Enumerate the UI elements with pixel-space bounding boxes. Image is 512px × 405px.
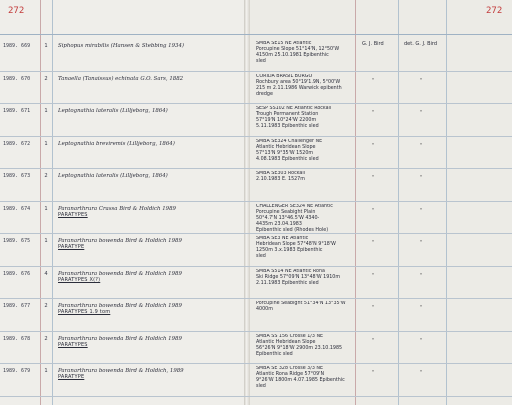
ditto-mark: " [420,78,423,84]
specimen-count: 1 [44,141,48,147]
ditto-mark: " [420,143,423,149]
locality-line: 50°4.7'N 13°46.5'W 4340- [256,216,320,221]
species-name: Paranarthrura Crassa Bird & Holdich 1989 PARATYPES [58,206,176,219]
row-rule [0,363,512,364]
right-page-number: 272 [486,6,503,16]
row-rule [0,168,512,169]
species-name: Siphopus mirabilis (Hansen & Stebbing 1934) [58,43,184,49]
ditto-mark: " [372,338,375,344]
locality-line: sled [256,59,266,64]
column-rule [40,0,41,405]
ditto-mark: " [420,305,423,311]
specimen-count: 2 [44,76,48,82]
locality-line: SMBA SE15 NE Atlantic [256,41,312,46]
specimen-count: 2 [44,303,48,309]
book-gutter [244,0,250,405]
locality-record [256,106,354,130]
ditto-mark: " [420,240,423,246]
locality-line: 57°13'N 9°35'W 1520m [256,151,314,156]
row-rule [0,136,512,137]
species-name: Paranarthrura bowenda Bird & Holdich 1989 PARATYPES X(?) [58,271,182,284]
locality-line: 215 m 2.11.1986 Warwick epibenth [256,86,342,91]
specimen-count: 1 [44,206,48,212]
locality-line: sled [256,384,266,389]
ditto-mark: " [372,208,375,214]
locality-line: Atlantic Hebridean Slope [256,145,316,150]
locality-line: 4000m [256,307,273,312]
species-name: Paranarthrura bowenda Bird & Holdich 1989 PARATYPES 1.9 tom [58,303,182,316]
ditto-mark: " [420,175,423,181]
locality-line: 5.11.1983 Epibenthic sled [256,124,319,129]
locality-line: Rochbury area 50°19'1.9N, 5°00'W [256,80,341,85]
specimen-count: 1 [44,368,48,374]
specimen-count: 1 [44,43,48,49]
column-rule [355,0,356,405]
left-page-number: 272 [8,6,25,16]
row-rule [0,298,512,299]
type-status: PARATYPE [58,374,85,381]
registration-number: 1989. 671 [3,108,31,114]
species-name: Paranarthrura bowenda Bird & Holdich 1989 PARATYPES [58,336,182,349]
locality-line: Porcupine Seabight 51°34'N 13°35'W [256,301,346,306]
locality-line: SMBA SS 156 Crosse 1/3 NE [256,334,324,339]
species-name: Paranarthrura bowenda Bird & Holdich 1989 PARATYPE [58,238,182,251]
registration-number: 1989. 669 [3,43,31,49]
ditto-mark: " [372,240,375,246]
registration-number: 1989. 675 [3,238,31,244]
locality-line: Porcupine Seabight Plain [256,210,316,215]
locality-record [256,236,354,260]
registration-number: 1989. 678 [3,336,31,342]
column-rule [398,0,399,405]
ditto-mark: " [420,338,423,344]
locality-line: 57°19'N 10°24'W 2200m [256,118,317,123]
registration-number: 1989. 672 [3,141,31,147]
locality-record [256,366,354,390]
row-rule [0,331,512,332]
locality-record [256,334,354,358]
ditto-mark: " [372,175,375,181]
locality-line: Ski Ridge 57°09'N 13°48'W 1910m [256,275,341,280]
species-name: Paranarthrura bowenda Bird & Holdich, 1989 PARATYPE [58,368,184,381]
locality-record [256,171,354,183]
column-rule [52,0,53,405]
locality-record [256,139,354,163]
registration-number: 1989. 676 [3,271,31,277]
determiner-header: G. J. Bird [362,41,384,47]
registration-number: 1989. 677 [3,303,31,309]
registration-number: 1989. 674 [3,206,31,212]
species-name: Leptognathia lateralis (Lilljeborg, 1864) [58,173,168,179]
specimen-count: 2 [44,336,48,342]
type-status: PARATYPES 1.9 tom [58,309,111,316]
locality-line: CORIDA BRASIL BURGO [256,74,313,79]
locality-line: 2.10.1983 E. 1527m [256,177,305,182]
locality-record [256,41,354,65]
locality-record [256,301,354,313]
row-rule [0,103,512,104]
type-status: PARATYPES [58,342,88,349]
registration-number: 1989. 679 [3,368,31,374]
locality-line: Epibenthic sled (Rhodes Hole) [256,228,329,233]
ditto-mark: " [372,273,375,279]
row-rule [0,71,512,72]
locality-line: CHALLENGER SE324 NE Atlantic [256,204,333,209]
header-rule [0,34,512,35]
specimen-count: 1 [44,238,48,244]
locality-line: 56°26'N 9°18'W 2900m 23.10.1985 [256,346,343,351]
species-name: Tanaella (Tanaissus) echinata G.O. Sars, 1882 [58,76,184,82]
ditto-mark: " [420,110,423,116]
row-rule [0,201,512,202]
registration-number: 1989. 670 [3,76,31,82]
locality-line: Atlantic Rona Ridge 57°09'N [256,372,325,377]
ditto-mark: " [420,273,423,279]
locality-line: Trough Permanent Station [256,112,319,117]
locality-line: SMBA SE3 NE Atlantic [256,236,309,241]
row-rule [0,266,512,267]
specimen-count: 2 [44,173,48,179]
locality-line: SMBA SE303 Rockall [256,171,306,176]
column-rule [446,0,447,405]
rep-header: det. G. J. Bird [404,41,438,47]
specimen-count: 1 [44,108,48,114]
species-name: Leptognathia lateralis (Lilljeborg, 1864) [58,108,168,114]
species-name: Leptognathia breviremis (Lilljeborg, 1864) [58,141,175,147]
ditto-mark: " [372,78,375,84]
locality-line: 4150m 25.10.1981 Epibenthic [256,53,329,58]
ditto-mark: " [420,370,423,376]
type-status: PARATYPES [58,212,88,219]
ditto-mark: " [420,208,423,214]
specimen-count: 4 [44,271,48,277]
locality-line: Epibenthic sled [256,352,293,357]
ditto-mark: " [372,305,375,311]
registration-number: 1989. 673 [3,173,31,179]
row-rule [0,396,512,397]
locality-line: 9°26'W 1800m 4.07.1985 Epibenthic [256,378,345,383]
locality-line: 4.08.1983 Epibenthic sled [256,157,319,162]
locality-record [256,74,354,98]
type-status: PARATYPE [58,244,85,251]
locality-line: dredge [256,92,273,97]
ditto-mark: " [372,143,375,149]
ditto-mark: " [372,110,375,116]
locality-line: sled [256,254,266,259]
locality-line: Porcupine Slope 51°14'N, 12°50'W [256,47,340,52]
locality-line: Atlantic Hebridean Slope [256,340,316,345]
ditto-mark: " [372,370,375,376]
type-status: PARATYPES X(?) [58,277,101,284]
locality-line: 1250m 3.x.1983 Epibenthic [256,248,323,253]
locality-line: SMBA SE324 Challenger NE [256,139,323,144]
locality-line: SMBA SE 328 Crosse 3/3 NE [256,366,324,371]
locality-line: Hebridean Slope 57°48'N 9°18'W [256,242,336,247]
locality-line: SMBA S514 NE Atlantic Rona [256,269,325,274]
locality-line: 2.11.1983 Epibenthic sled [256,281,319,286]
locality-line: 4435m 23.04.1983 [256,222,302,227]
locality-record [256,269,354,287]
locality-line: SESP SS102 NE Atlantic Rockall [256,106,332,111]
locality-record [256,204,354,234]
